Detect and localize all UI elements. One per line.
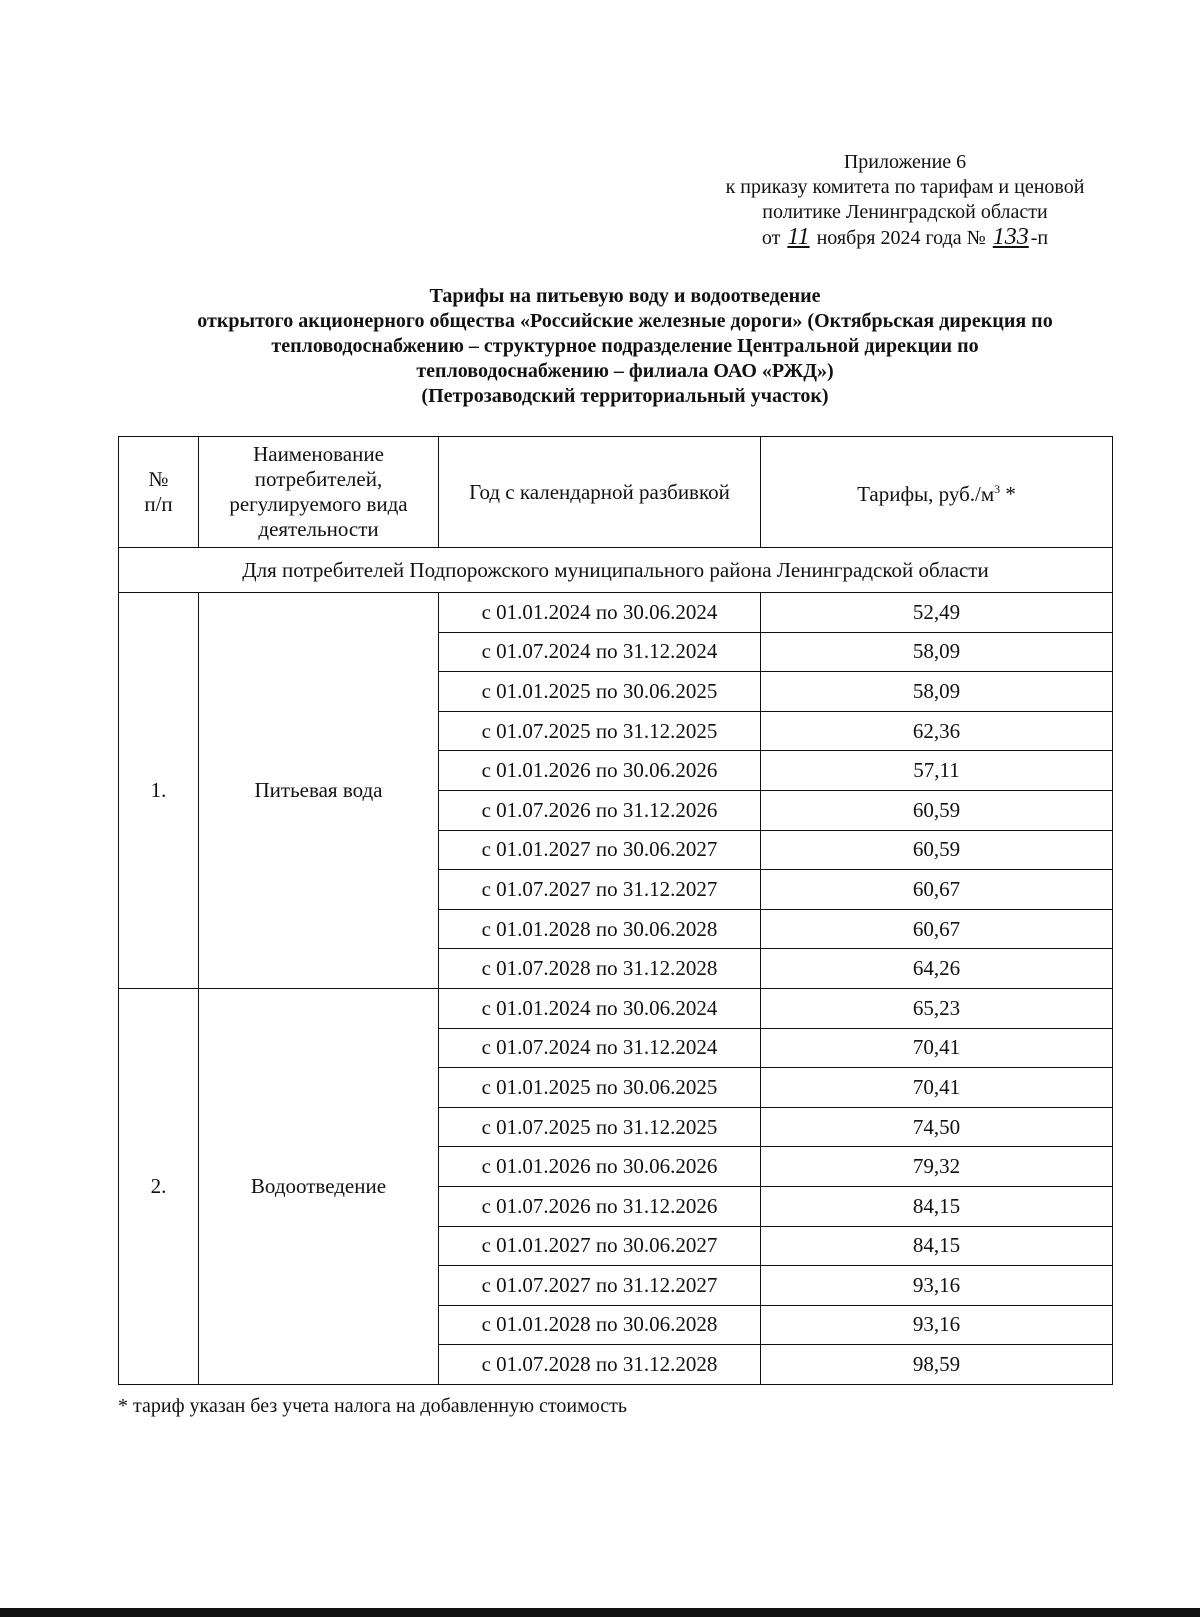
- period-cell: с 01.07.2024 по 31.12.2024: [439, 632, 761, 672]
- header-tariff: Тарифы, $руб./м^3$ *: [761, 437, 1113, 548]
- title-line-4: тепловодоснабжению – филиала ОАО «РЖД»): [416, 360, 834, 382]
- row-number: 2.: [119, 988, 199, 1384]
- period-cell: с 01.01.2025 по 30.06.2025: [439, 672, 761, 712]
- tariff-cell: 60,67: [761, 909, 1113, 949]
- period-cell: с 01.07.2025 по 31.12.2025: [439, 711, 761, 751]
- tariff-cell: 84,15: [761, 1226, 1113, 1266]
- appendix-number: Приложение 6: [843, 151, 967, 173]
- period-cell: с 01.07.2028 по 31.12.2028: [439, 949, 761, 989]
- tariffs-table: [118, 436, 1113, 1385]
- period-cell: с 01.01.2028 по 30.06.2028: [439, 1305, 761, 1345]
- period-cell: с 01.01.2025 по 30.06.2025: [439, 1068, 761, 1108]
- tariff-cell: 58,09: [761, 632, 1113, 672]
- period-cell: с 01.01.2028 по 30.06.2028: [439, 909, 761, 949]
- period-cell: с 01.07.2026 по 31.12.2026: [439, 1186, 761, 1226]
- header-name: Наименование потребителей, регулируемого вида деятельности: [199, 437, 439, 548]
- handwritten-number: 133: [992, 224, 1029, 250]
- row-number: 1.: [119, 593, 199, 989]
- tariff-cell: 93,16: [761, 1266, 1113, 1306]
- tariff-cell: 57,11: [761, 751, 1113, 791]
- period-cell: с 01.01.2024 по 30.06.2024: [439, 988, 761, 1028]
- service-name: Водоотведение: [199, 988, 439, 1384]
- order-reference: к приказу комитета по тарифам и ценовой: [725, 176, 1085, 198]
- period-cell: с 01.07.2028 по 31.12.2028: [439, 1345, 761, 1385]
- table-row: [119, 593, 1113, 633]
- period-cell: с 01.07.2026 по 31.12.2026: [439, 790, 761, 830]
- tariff-cell: 60,59: [761, 830, 1113, 870]
- tariff-cell: 62,36: [761, 711, 1113, 751]
- number-suffix: -п: [1030, 227, 1049, 249]
- period-cell: с 01.01.2027 по 30.06.2027: [439, 1226, 761, 1266]
- title-line-3: тепловодоснабжению – структурное подразделение Центральной дирекции по: [271, 335, 979, 357]
- period-cell: с 01.07.2024 по 31.12.2024: [439, 1028, 761, 1068]
- tariff-cell: 58,09: [761, 672, 1113, 712]
- tariff-cell: 74,50: [761, 1107, 1113, 1147]
- header-period: Год с календарной разбивкой: [439, 437, 761, 548]
- table-header-row: [119, 437, 1113, 548]
- period-cell: с 01.07.2027 по 31.12.2027: [439, 1266, 761, 1306]
- appendix-header: [660, 150, 1150, 251]
- header-num: № п/п: [119, 437, 199, 548]
- order-date-line: [660, 225, 1150, 251]
- group-row: [119, 548, 1113, 593]
- period-cell: с 01.01.2027 по 30.06.2027: [439, 830, 761, 870]
- period-cell: с 01.07.2027 по 31.12.2027: [439, 870, 761, 910]
- tariff-cell: 60,59: [761, 790, 1113, 830]
- document-title: [100, 284, 1150, 409]
- tariff-cell: 64,26: [761, 949, 1113, 989]
- date-middle: ноября 2024 года №: [816, 227, 986, 249]
- group-label: Для потребителей Подпорожского муниципального района Ленинградской области: [119, 548, 1113, 593]
- tariff-cell: 93,16: [761, 1305, 1113, 1345]
- service-name: Питьевая вода: [199, 593, 439, 989]
- period-cell: с 01.01.2026 по 30.06.2026: [439, 1147, 761, 1187]
- committee-name: политике Ленинградской области: [762, 201, 1048, 223]
- title-line-2: открытого акционерного общества «Российские железные дороги» (Октябрьская дирекция по: [197, 310, 1053, 332]
- tariff-cell: 52,49: [761, 593, 1113, 633]
- tariff-cell: 70,41: [761, 1028, 1113, 1068]
- date-prefix: от: [761, 227, 781, 249]
- tariff-cell: 70,41: [761, 1068, 1113, 1108]
- tariff-cell: 98,59: [761, 1345, 1113, 1385]
- title-line-5: (Петрозаводский территориальный участок): [421, 385, 829, 407]
- tariff-cell: 60,67: [761, 870, 1113, 910]
- period-cell: с 01.01.2026 по 30.06.2026: [439, 751, 761, 791]
- footnote: * тариф указан без учета налога на добавленную стоимость: [118, 1395, 627, 1417]
- handwritten-day: 11: [787, 224, 810, 250]
- title-line-1: Тарифы на питьевую воду и водоотведение: [429, 285, 821, 307]
- period-cell: с 01.07.2025 по 31.12.2025: [439, 1107, 761, 1147]
- tariff-cell: 79,32: [761, 1147, 1113, 1187]
- tariff-cell: 84,15: [761, 1186, 1113, 1226]
- table-row: [119, 988, 1113, 1028]
- period-cell: с 01.01.2024 по 30.06.2024: [439, 593, 761, 633]
- scan-edge-divider: [0, 1608, 1200, 1617]
- tariff-cell: 65,23: [761, 988, 1113, 1028]
